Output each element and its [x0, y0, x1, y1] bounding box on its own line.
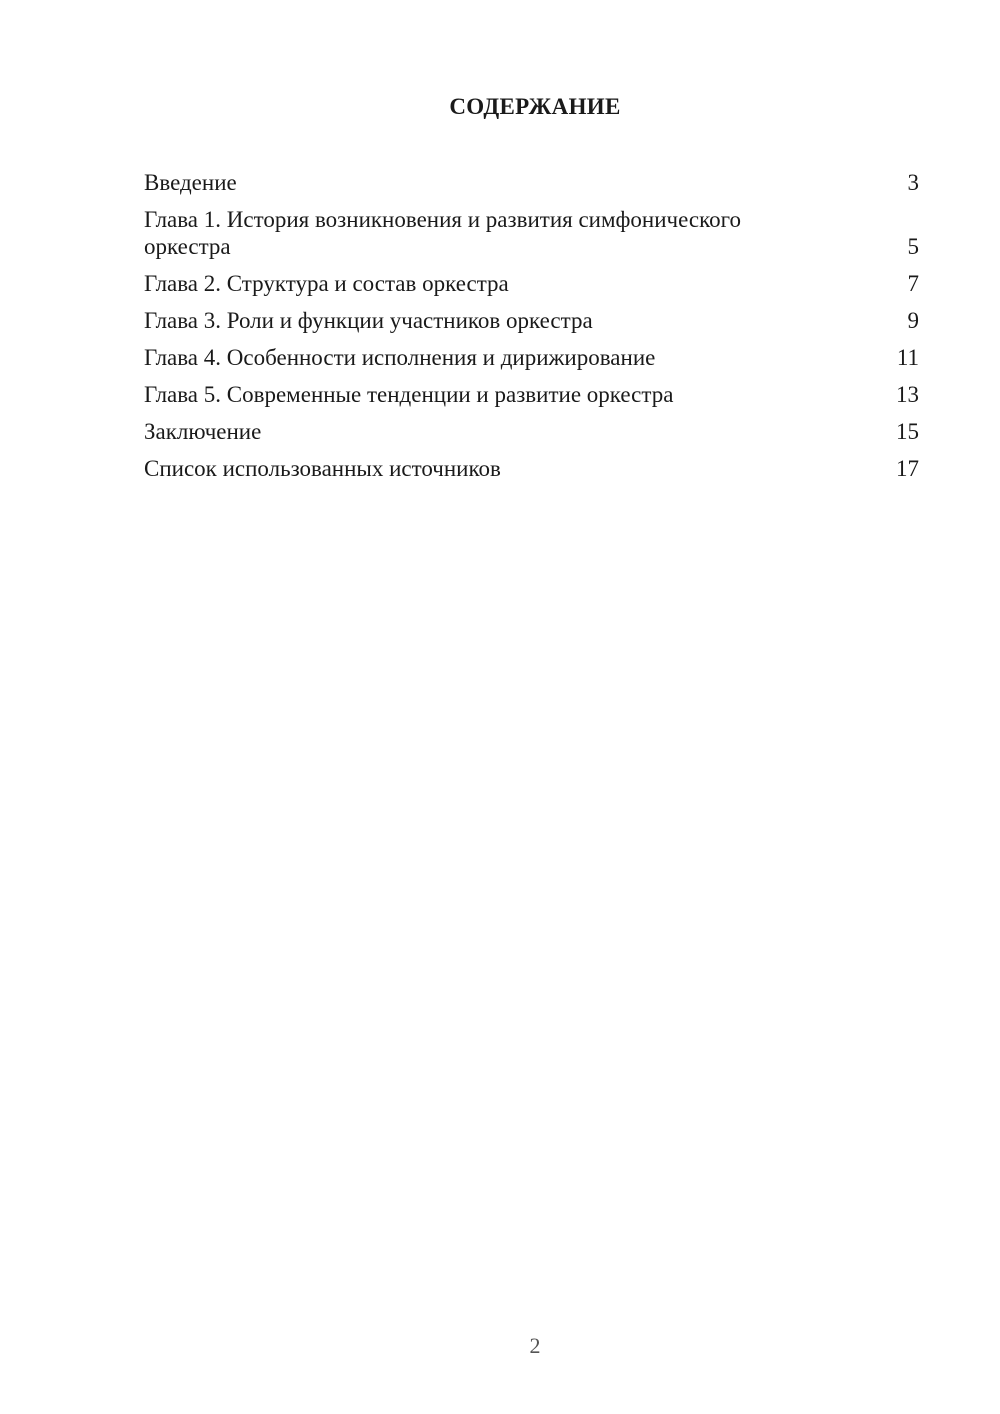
table-of-contents — [144, 169, 919, 492]
toc-entry-chapter-4 — [144, 344, 919, 371]
toc-entry-introduction — [144, 169, 919, 196]
toc-entry-title: Глава 2. Структура и состав оркестра — [144, 271, 509, 296]
toc-entry-title: Заключение — [144, 419, 262, 444]
toc-entry-references — [144, 455, 919, 482]
toc-entry-page: 7 — [907, 271, 919, 296]
toc-entry-page: 3 — [907, 170, 919, 195]
toc-entry-title: Глава 4. Особенности исполнения и дирижирование — [144, 345, 656, 370]
toc-entry-title: Список использованных источников — [144, 456, 501, 481]
toc-entry-chapter-3 — [144, 307, 919, 334]
toc-entry-title: Глава 3. Роли и функции участников оркестра — [144, 308, 593, 333]
toc-entry-chapter-2 — [144, 270, 919, 297]
toc-entry-page: 9 — [907, 308, 919, 333]
toc-entry-chapter-1 — [144, 206, 919, 260]
page-number: 2 — [529, 1333, 541, 1358]
toc-entry-page: 13 — [896, 382, 919, 407]
toc-entry-chapter-5 — [144, 381, 919, 408]
toc-entry-page: 17 — [896, 456, 919, 481]
toc-entry-title: Глава 1. История возникновения и развития симфонического оркестра — [144, 207, 741, 259]
toc-entry-page: 15 — [896, 419, 919, 444]
toc-entry-conclusion — [144, 418, 919, 445]
toc-entry-page: 11 — [896, 345, 919, 370]
page-title: СОДЕРЖАНИЕ — [449, 94, 621, 119]
toc-entry-title: Глава 5. Современные тенденции и развитие оркестра — [144, 382, 674, 407]
toc-entry-title: Введение — [144, 170, 237, 195]
toc-entry-page: 5 — [907, 234, 919, 259]
